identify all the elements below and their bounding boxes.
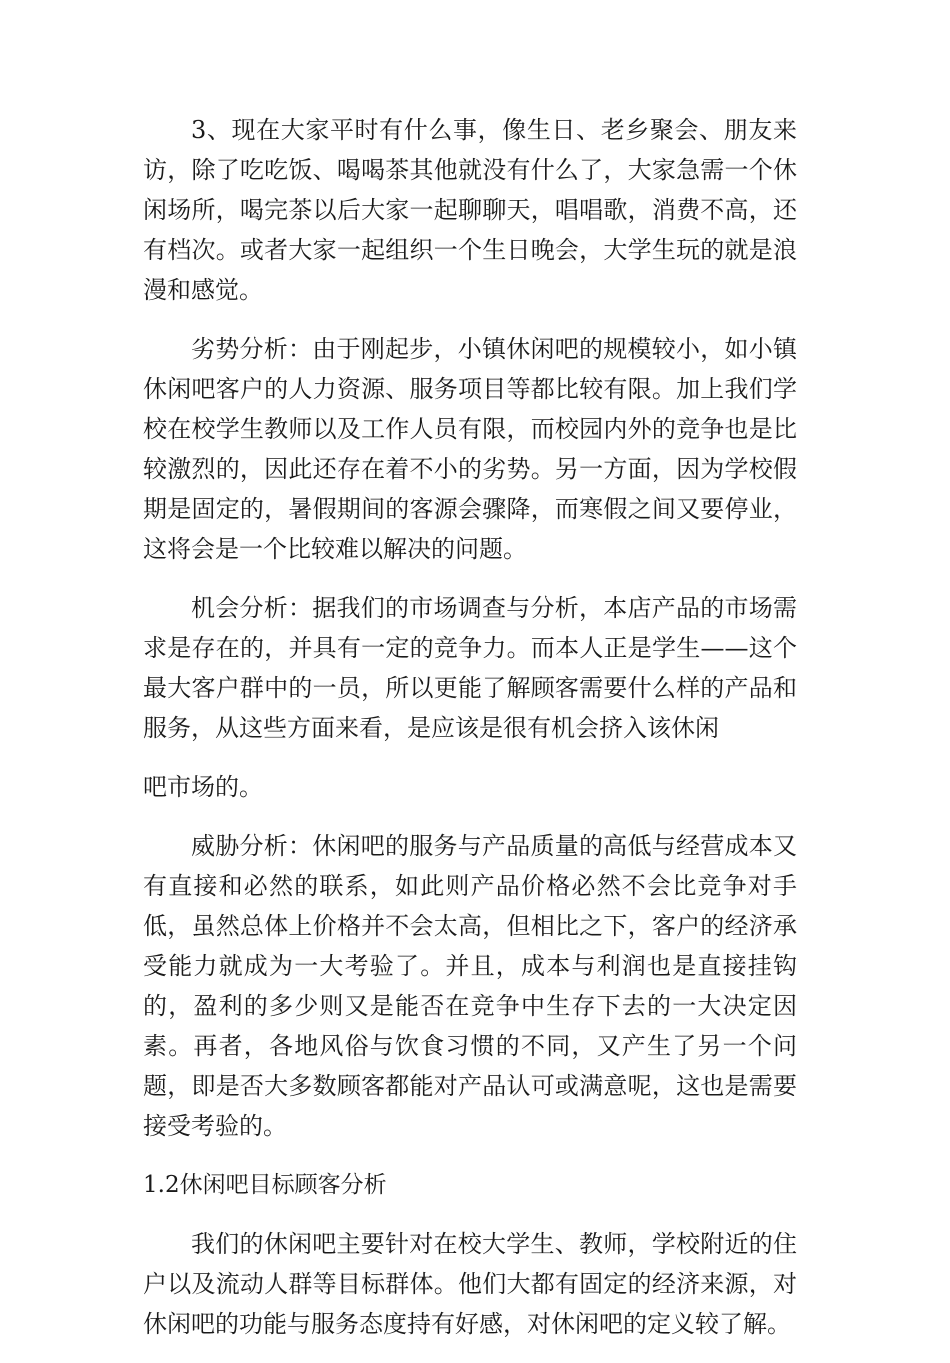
- document-body: [143, 110, 797, 1363]
- paragraph-target-customers: 我们的休闲吧主要针对在校大学生、教师，学校附近的住户以及流动人群等目标群体。他们大都有固定的经济来源，对休闲吧的功能与服务态度持有好感，对休闲吧的定义较了解。: [143, 1230, 797, 1338]
- paragraph-opportunity-analysis: 机会分析：据我们的市场调查与分析，本店产品的市场需求是存在的，并具有一定的竞争力。而本人正是学生——这个最大客户群中的一员，所以更能了解顾客需要什么样的产品和服务，从这些方面来看，是应该是很有机会挤入该休闲: [143, 594, 797, 742]
- section-heading: 1.2休闲吧目标顾客分析: [143, 1172, 387, 1198]
- paragraph-opportunity-continuation: 吧市场的。: [143, 773, 263, 801]
- paragraph-threat-analysis: 威胁分析：休闲吧的服务与产品质量的高低与经营成本又有直接和必然的联系，如此则产品价格必然不会比竞争对手低，虽然总体上价格并不会太高，但相比之下，客户的经济承受能力就成为一大考验了。并且，成本与利润也是直接挂钩的，盈利的多少则又是能否在竞争中生存下去的一大决定因素。再者，各地风俗与饮食习惯的不同，又产生了另一个问题，即是否大多数顾客都能对产品认可或满意呢，这也是需要接受考验的。: [143, 832, 797, 1140]
- paragraph-reasons: 3、现在大家平时有什么事，像生日、老乡聚会、朋友来访，除了吃吃饭、喝喝茶其他就没有什么了，大家急需一个休闲场所，喝完茶以后大家一起聊聊天，唱唱歌，消费不高，还有档次。或者大家一起组织一个生日晚会，大学生玩的就是浪漫和感觉。: [143, 116, 797, 304]
- paragraph-weakness-analysis: 劣势分析：由于刚起步，小镇休闲吧的规模较小，如小镇休闲吧客户的人力资源、服务项目等都比较有限。加上我们学校在校学生教师以及工作人员有限，而校园内外的竞争也是比较激烈的，因此还存在着不小的劣势。另一方面，因为学校假期是固定的，暑假期间的客源会骤降，而寒假之间又要停业，这将会是一个比较难以解决的问题。: [143, 335, 797, 563]
